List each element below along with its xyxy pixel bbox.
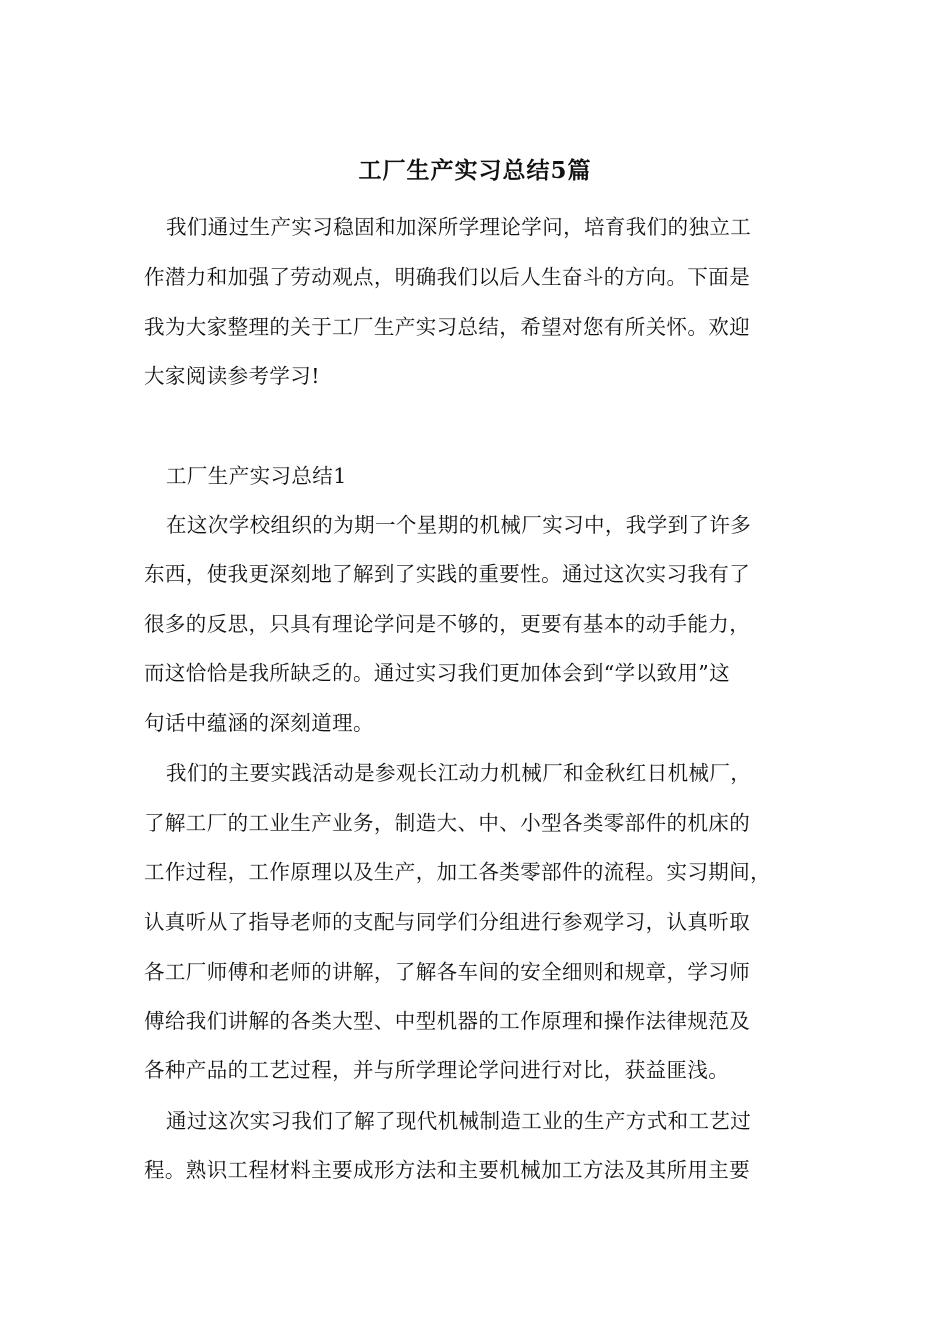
text-line: 我们通过生产实习稳固和加深所学理论学问，培育我们的独立工: [166, 215, 752, 239]
section-heading: 工厂生产实习总结1: [166, 464, 347, 488]
text-line: 认真听从了指导老师的支配与同学们分组进行参观学习，认真听取: [144, 910, 751, 934]
document-title: 工厂生产实习总结5篇: [358, 157, 592, 184]
text-line: 了解工厂的工业生产业务，制造大、中、小型各类零部件的机床的: [144, 811, 751, 835]
text-line: 作潜力和加强了劳动观点，明确我们以后人生奋斗的方向。下面是: [144, 265, 751, 289]
text-line: 我为大家整理的关于工厂生产实习总结，希望对您有所关怀。欢迎: [144, 315, 751, 339]
text-line: 而这恰恰是我所缺乏的。通过实习我们更加体会到“学以致用”这: [144, 661, 731, 685]
text-line: 程。熟识工程材料主要成形方法和主要机械加工方法及其所用主要: [144, 1158, 751, 1182]
text-line: 我们的主要实践活动是参观长江动力机械厂和金秋红日机械厂，: [166, 761, 752, 785]
text-line: 通过这次实习我们了解了现代机械制造工业的生产方式和工艺过: [166, 1109, 752, 1133]
text-line: 大家阅读参考学习!: [144, 364, 320, 388]
text-line: 傅给我们讲解的各类大型、中型机器的工作原理和操作法律规范及: [144, 1009, 751, 1033]
text-line: 各种产品的工艺过程，并与所学理论学问进行对比，获益匪浅。: [144, 1058, 730, 1082]
text-line: 很多的反思，只具有理论学问是不够的，更要有基本的动手能力，: [144, 612, 751, 636]
text-line: 工作过程，工作原理以及生产，加工各类零部件的流程。实习期间，: [144, 860, 771, 884]
text-line: 东西，使我更深刻地了解到了实践的重要性。通过这次实习我有了: [144, 562, 751, 586]
text-line: 句话中蕴涵的深刻道理。: [144, 711, 374, 735]
text-line: 各工厂师傅和老师的讲解，了解各车间的安全细则和规章，学习师: [144, 960, 751, 984]
text-line: 在这次学校组织的为期一个星期的机械厂实习中，我学到了许多: [166, 513, 752, 537]
